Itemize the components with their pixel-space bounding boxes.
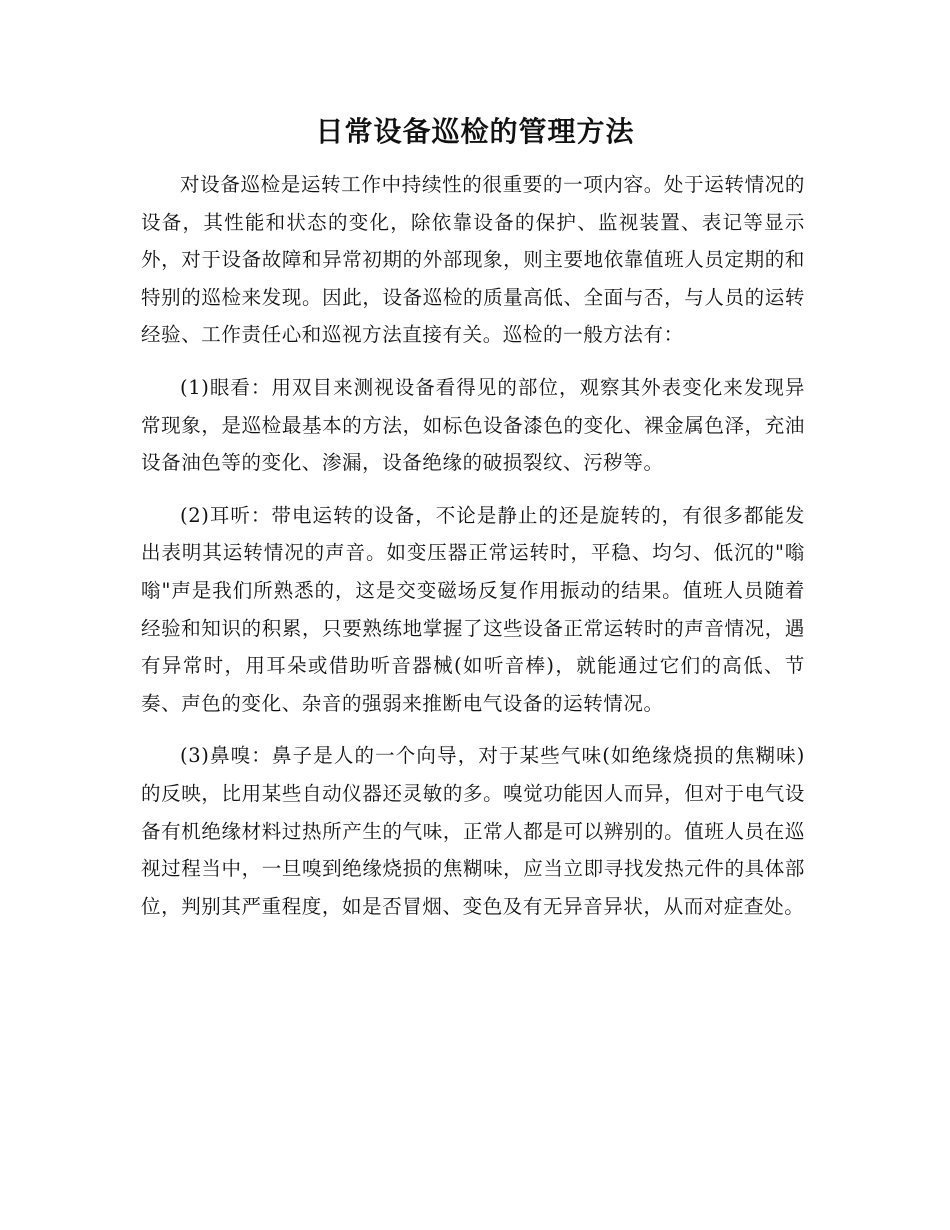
paragraph-intro: 对设备巡检是运转工作中持续性的很重要的一项内容。处于运转情况的设备，其性能和状态的变化，除依靠设备的保护、监视装置、表记等显示外，对于设备故障和异常初期的外部现象，则主要地依靠值班人员定期的和特别的巡检来发现。因此，设备巡检的质量高低、全面与否，与人员的运转经验、工作责任心和巡视方法直接有关。巡检的一般方法有： <box>141 173 805 347</box>
document-body <box>141 166 805 925</box>
paragraph-eye-inspection: (1)眼看：用双目来测视设备看得见的部位，观察其外表变化来发现异常现象，是巡检最基本的方法，如标色设备漆色的变化、裸金属色泽，充油设备油色等的变化、渗漏，设备绝缘的破损裂纹、污秽等。 <box>141 375 805 475</box>
paragraph-ear-inspection: (2)耳听：带电运转的设备，不论是静止的还是旋转的，有很多都能发出表明其运转情况的声音。如变压器正常运转时，平稳、均匀、低沉的"嗡嗡"声是我们所熟悉的，这是交变磁场反复作用振动的结果。值班人员随着经验和知识的积累，只要熟练地掌握了这些设备正常运转时的声音情况，遇有异常时，用耳朵或借助听音器械(如听音棒)，就能通过它们的高低、节奏、声色的变化、杂音的强弱来推断电气设备的运转情况。 <box>141 503 805 715</box>
paragraph-nose-inspection: (3)鼻嗅：鼻子是人的一个向导，对于某些气味(如绝缘烧损的焦糊味)的反映，比用某些自动仪器还灵敏的多。嗅觉功能因人而异，但对于电气设备有机绝缘材料过热所产生的气味，正常人都是可以辨别的。值班人员在巡视过程当中，一旦嗅到绝缘烧损的焦糊味，应当立即寻找发热元件的具体部位，判别其严重程度，如是否冒烟、变色及有无异音异状，从而对症查处。 <box>141 744 805 918</box>
document-title: 日常设备巡检的管理方法 <box>315 115 635 148</box>
